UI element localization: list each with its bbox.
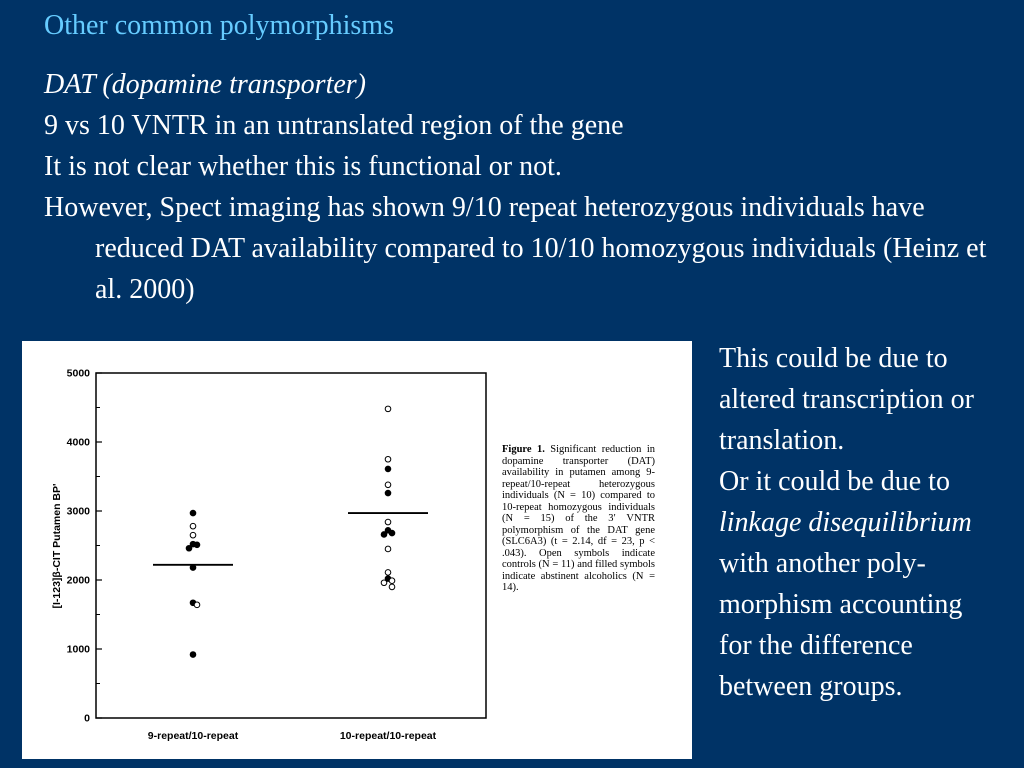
data-point-open [385,546,391,552]
data-point-filled [389,530,395,536]
y-tick-label: 4000 [66,436,90,449]
slide-body [44,64,1004,310]
side-text [719,338,1024,707]
side-line-3: translation. [719,425,845,456]
side-line-2: altered transcription or [719,384,975,415]
body-line-dat: DAT (dopamine transporter) [44,69,366,100]
data-point-filled [190,510,196,516]
data-point-open [385,406,391,412]
data-point-open [381,580,387,586]
data-point-filled [385,466,391,472]
y-tick-label: 5000 [66,367,90,380]
x-category-label: 9-repeat/10-repeat [147,730,239,742]
y-tick-label: 0 [84,712,90,725]
body-line-vntr: 9 vs 10 VNTR in an untranslated region of the gene [44,110,624,141]
scatter-chart [22,341,492,759]
y-tick-label: 1000 [66,643,90,656]
data-point-open [389,584,395,590]
side-line-9: between groups. [719,671,903,702]
caption-text: Significant reduction in dopamine transporter (DAT) availability in putamen among 9-repeat/10-repeat heterozygous individuals (N = 10) compared to 10-repeat homozygous individuals (N = 15) of the 3′ VNTR polymorphism of the DAT gene (SLC6A3) (t = 2.14, df = 23, p < .043). Open symbols indicate controls (N = 11) and filled symbols indicate abstinent alcoholics (N = 14). [502,444,655,593]
x-category-label: 10-repeat/10-repeat [339,730,437,742]
side-line-6: with another poly- [719,548,926,579]
side-line-5: linkage disequilibrium [719,507,972,538]
data-point-filled [385,490,391,496]
figure-panel [22,341,692,759]
data-point-open [385,482,391,488]
slide-title: Other common polymorphisms [44,10,394,41]
side-line-7: morphism accounting [719,589,963,620]
plot-frame [96,373,486,718]
data-point-open [190,523,196,529]
figure-caption [502,444,655,594]
side-line-4: Or it could be due to [719,466,950,497]
side-line-8: for the difference [719,630,913,661]
data-point-filled [381,532,387,538]
data-point-filled [190,652,196,658]
y-axis-label: [I-123]β-CIT Putamen BP' [51,483,63,609]
caption-label: Figure 1. [502,444,545,455]
body-line-spect: However, Spect imaging has shown 9/10 repeat heterozygous individuals have reduced DAT availability compared to 10/10 homozygous individuals (Heinz et al. 2000) [44,192,987,305]
data-point-filled [186,545,192,551]
body-line-functional: It is not clear whether this is functional or not. [44,151,562,182]
data-point-open [389,578,395,584]
data-point-open [190,532,196,538]
data-point-open [385,570,391,576]
side-line-1: This could be due to [719,343,948,374]
data-point-open [194,602,200,608]
data-point-open [385,456,391,462]
data-point-open [385,519,391,525]
y-tick-label: 2000 [66,574,90,587]
y-tick-label: 3000 [66,505,90,518]
data-point-filled [194,542,200,548]
